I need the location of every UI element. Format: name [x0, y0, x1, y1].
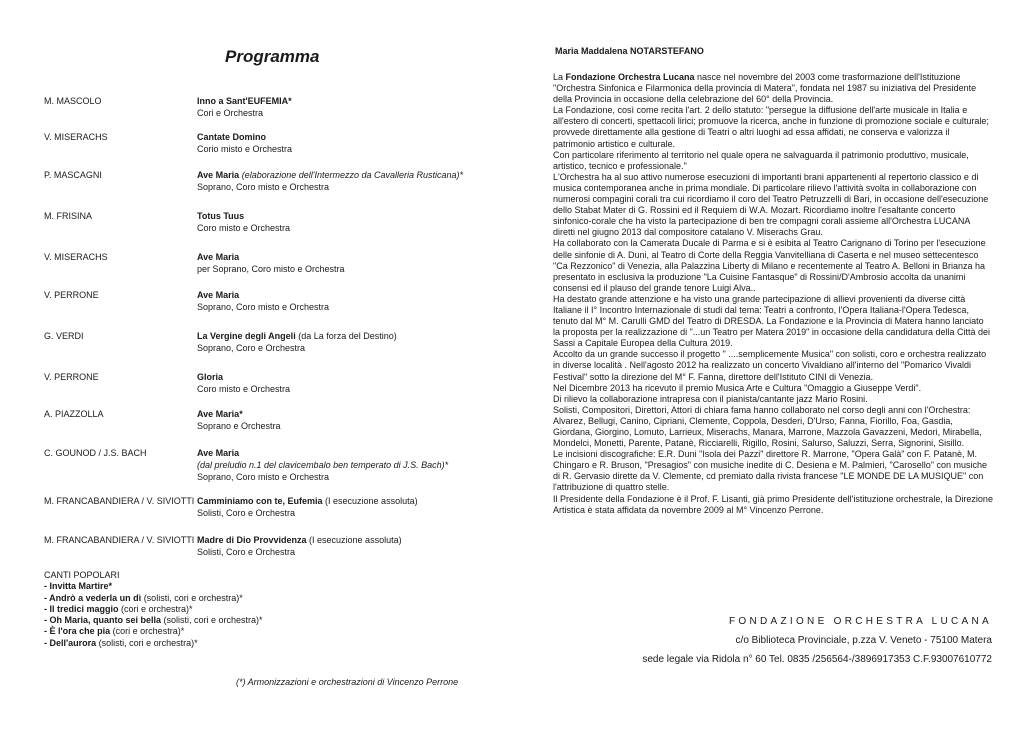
author-name: Maria Maddalena NOTARSTEFANO	[555, 46, 704, 56]
work-info	[197, 131, 292, 155]
work-title: Ave Maria*	[197, 409, 243, 419]
foundation-address: c/o Biblioteca Provinciale, p.zza V. Veneto - 75100 Matera	[735, 635, 992, 646]
work-forces: Solisti, Coro e Orchestra	[197, 547, 296, 557]
bio-paragraph: Le incisioni discografiche: E.R. Duni "Isola dei Pazzi" direttore R. Marrone, "Opera Galà" con F. Patanè, M. Chingaro e R. Bruson, "Presagios" con musiche inedite di C. Desiena e M. Palmieri, "Carosello" con musiche di R. Gervasio dirette da V. Clemente, cd premiato dalla rivista francese "LE MONDE DE LA MUSIQUE" con l'attribuzione di quattro stelle.	[553, 449, 987, 493]
canti-item	[44, 626, 263, 637]
work-forces: Cori e Orchestra	[197, 108, 264, 118]
work-note: (da La forza del Destino)	[295, 331, 397, 341]
canti-note: (cori e orchestra)*	[118, 603, 193, 614]
foundation-info	[642, 612, 992, 669]
canti-item	[44, 638, 263, 649]
canti-title: - Invitta Martire*	[44, 581, 113, 592]
work-forces: Coro misto e Orchestra	[197, 223, 291, 233]
work-forces: Soprano e Orchestra	[197, 421, 281, 431]
work-title: Ave Maria	[197, 290, 240, 300]
foundation-legal: sede legale via Ridola n° 60 Tel. 0835 /256564-/3896917353 C.F.93007610772	[642, 654, 992, 665]
composer-name: V. MISERACHS	[44, 132, 108, 142]
bio-paragraph: Ha destato grande attenzione e ha visto una grande partecipazione di allievi provenienti da diverse città Italiane il I° Incontro Internazionale di studi dal tema: Teatri a confronto, l'Opera Italiana-l'Opera Tedesca, tenuto dal M° M. Carulli GMD del Teatro di DRESDA. La Fondazione e la Provincia di Matera hanno lanciato la proposta per la realizzazione di "...un Teatro per Matera 2019" in occasione della candidatura della Città dei Sassi a Capitale Europea della Cultura 2019.	[553, 293, 990, 349]
composer-name: P. MASCAGNI	[44, 170, 102, 180]
canti-title: - Dell'aurora	[44, 637, 97, 648]
bio-paragraph: Di rilievo la collaborazione intrapresa con il pianista/cantante jazz Mario Rosini.	[553, 393, 868, 404]
work-info	[197, 169, 463, 193]
bio-paragraph: L'Orchestra ha al suo attivo numerose esecuzioni di importanti brani appartenenti al repertorio classico e di musica contemporanea anche in prima mondiale. Di particolare rilievo l'attività svolta in collaborazione con numerosi compagini corali tra cui ricordiamo il coro del Teatro Petruzzelli di Bari, in occasione dell'esecuzione dello Stabat Mater di G. Rossini ed il Requiem di W.A. Mozart. Ricordiamo inoltre l'esaltante concerto sinfonico-corale che ha visto la partecipazione di ben tre compagni corali assieme all'Orchestra LUCANA diretti nel giugno 2013 dal compositore catalano V. Miserachs Grau.	[553, 171, 989, 238]
bio-paragraph: La Fondazione, così come recita l'art. 2 dello statuto: "persegue la diffusione dell'arte musicale in Italia e all'estero di concerti, spettacoli lirici; promuove la ricerca, anche in funzione di promozione sociale e culturale; provvede direttamente alla gestione di Teatri o altri luoghi ad essa affidati, ne conserva e valorizza il patrimonio artistico e culturale.	[553, 105, 989, 149]
work-forces: Coro misto e Orchestra	[197, 384, 291, 394]
work-title: Inno a Sant'EUFEMIA*	[197, 96, 292, 106]
bio-paragraph: Accolto da un grande successo il progetto " ....semplicemente Musica" con solisti, coro e orchestra realizzato in diverse località . Nell'agosto 2012 ha realizzato un concerto Vivaldiano all'interno del "Pomarico Vivaldi Festival" sotto la direzione del M° F. Fanna, direttore dell'Istituto CINI di Venezia.	[553, 349, 987, 382]
composer-name: C. GOUNOD / J.S. BACH	[44, 448, 147, 458]
composer-name: V. PERRONE	[44, 372, 99, 382]
work-title: La Vergine degli Angeli	[197, 331, 296, 341]
work-title: Ave Maria	[197, 252, 240, 262]
work-note: (I esecuzione assoluta)	[306, 535, 402, 545]
canti-title: - Andrò a vederla un dì	[44, 592, 142, 603]
bio-text	[553, 72, 993, 516]
work-title: Ave Maria	[197, 448, 240, 458]
work-note-line: (dal preludio n.1 del clavicembalo ben temperato di J.S. Bach)*	[197, 460, 449, 470]
programma-title: Programma	[225, 47, 320, 66]
canti-note: (cori e orchestra)*	[110, 626, 185, 637]
work-forces: Corio misto e Orchestra	[197, 144, 293, 154]
work-title: Madre di Dio Provvidenza	[197, 535, 307, 545]
work-forces: per Soprano, Coro misto e Orchestra	[197, 264, 345, 274]
canti-title: - Il tredici maggio	[44, 603, 119, 614]
work-note: (elaborazione dell'Intermezzo da Cavalleria Rusticana)*	[239, 170, 464, 180]
canti-note: (solisti, cori e orchestra)*	[141, 592, 243, 603]
bio-foundation-name: Fondazione Orchestra Lucana	[565, 72, 695, 82]
work-forces: Soprano, Coro e Orchestra	[197, 343, 306, 353]
bio-paragraph: Con particolare riferimento al territorio nel quale opera ne salvaguarda il patrimonio produttivo, musicale, artistico, tecnico e professionale."	[553, 149, 969, 171]
work-info	[197, 210, 290, 234]
canti-item	[44, 593, 263, 604]
composer-name: V. PERRONE	[44, 290, 99, 300]
work-info	[197, 408, 281, 432]
composer-name: M. FRISINA	[44, 211, 93, 221]
canti-note: (solisti, cori e orchestra)*	[96, 637, 198, 648]
work-forces: Soprano, Coro misto e Orchestra	[197, 182, 330, 192]
work-info	[197, 289, 329, 313]
work-title: Ave Maria	[197, 170, 240, 180]
composer-name: M. FRANCABANDIERA / V. SIVIOTTI	[44, 496, 195, 506]
work-title: Camminiamo con te, Eufemia	[197, 496, 323, 506]
canti-title: - È l'ora che pia	[44, 626, 111, 637]
work-forces: Soprano, Coro misto e Orchestra	[197, 302, 330, 312]
canti-note: (solisti, cori e orchestra)*	[161, 615, 263, 626]
composer-name: M. FRANCABANDIERA / V. SIVIOTTI	[44, 535, 195, 545]
work-info	[197, 371, 290, 395]
work-info	[197, 447, 448, 483]
work-title: Cantate Domino	[197, 132, 267, 142]
work-info	[197, 534, 402, 558]
work-info	[197, 495, 418, 519]
bio-paragraph: Solisti, Compositori, Direttori, Attori di chiara fama hanno collaborato nel corso degli anni con l'Orchestra: Alvarez, Bellugi, Canino, Cipriani, Clemente, Coppola, Desderi, D'Urso, Fanna, Fiorillo, Foa, Gasdia, Giordana, Giorgino, Lomuto, Larrieux, Miserachs, Manara, Marrone, Mazzola Gavazzeni, Medori, Mirabella, Mondelci, Monetti, Parente, Patanè, Ricciarelli, Rigillo, Rosini, Salurso, Saluzzi, Serra, Signorini, Sisillo.	[553, 404, 982, 449]
work-title: Gloria	[197, 372, 224, 382]
footnote: (*) Armonizzazioni e orchestrazioni di Vincenzo Perrone	[236, 677, 459, 687]
canti-item	[44, 581, 263, 592]
composer-name: A. PIAZZOLLA	[44, 409, 104, 419]
bio-paragraph: Ha collaborato con la Camerata Ducale di Parma e si è esibita al Teatro Carignano di Torino per l'esecuzione delle sinfonie di A. Duni, al Teatro di Corte della Reggia Vanvitelliana di Caserta e nel museo settecentesco "Ca Rezzonico" di Venezia, alla Palazzina Liberty di Milano e recentemente al Teatro A. Belloni in Brianza ha presentato in esclusiva la produzione "La Cuisine Fantasque" di Rossini/D'Ambrosio accolta da unanimi consensi ed il plauso del grande tenore Luigi Alva..	[553, 238, 986, 293]
canti-heading: CANTI POPOLARI	[44, 570, 120, 580]
work-note: (I esecuzione assoluta)	[322, 496, 418, 506]
composer-name: M. MASCOLO	[44, 96, 102, 106]
work-info	[197, 95, 292, 119]
work-forces: Solisti, Coro e Orchestra	[197, 508, 296, 518]
canti-title: - Oh Maria, quanto sei bella	[44, 615, 162, 626]
composer-name: V. MISERACHS	[44, 252, 108, 262]
work-title: Totus Tuus	[197, 211, 245, 221]
composer-name: G. VERDI	[44, 331, 84, 341]
canti-popolari	[44, 570, 263, 649]
bio-paragraph	[553, 72, 993, 105]
canti-item	[44, 615, 263, 626]
work-info	[197, 330, 397, 354]
bio-paragraph: Il Presidente della Fondazione è il Prof. F. Lisanti, già primo Presidente dell'istituzione orchestrale, la Direzione Artistica è stata affidata da novembre 2009 al M° Vincenzo Perrone.	[553, 493, 993, 515]
bio-text-run: La	[553, 72, 566, 82]
foundation-name: FONDAZIONE ORCHESTRA LUCANA	[728, 616, 992, 627]
bio-page	[512, 0, 1024, 734]
bio-text-run: nasce nel novembre del 2003 come trasformazione dell'Istituzione "Orchestra Sinfonica e Filarmonica della provincia di Matera", fondata nel 1987 su iniziativa del Presidente della Provincia in occasione della celebrazione del 60° della Provincia.	[553, 72, 977, 105]
canti-item	[44, 604, 263, 615]
work-info	[197, 251, 345, 275]
bio-paragraph: Nel Dicembre 2013 ha ricevuto il premio Musica Arte e Cultura "Omaggio a Giuseppe Verdi".	[553, 382, 922, 393]
work-forces: Soprano, Coro misto e Orchestra	[197, 472, 330, 482]
